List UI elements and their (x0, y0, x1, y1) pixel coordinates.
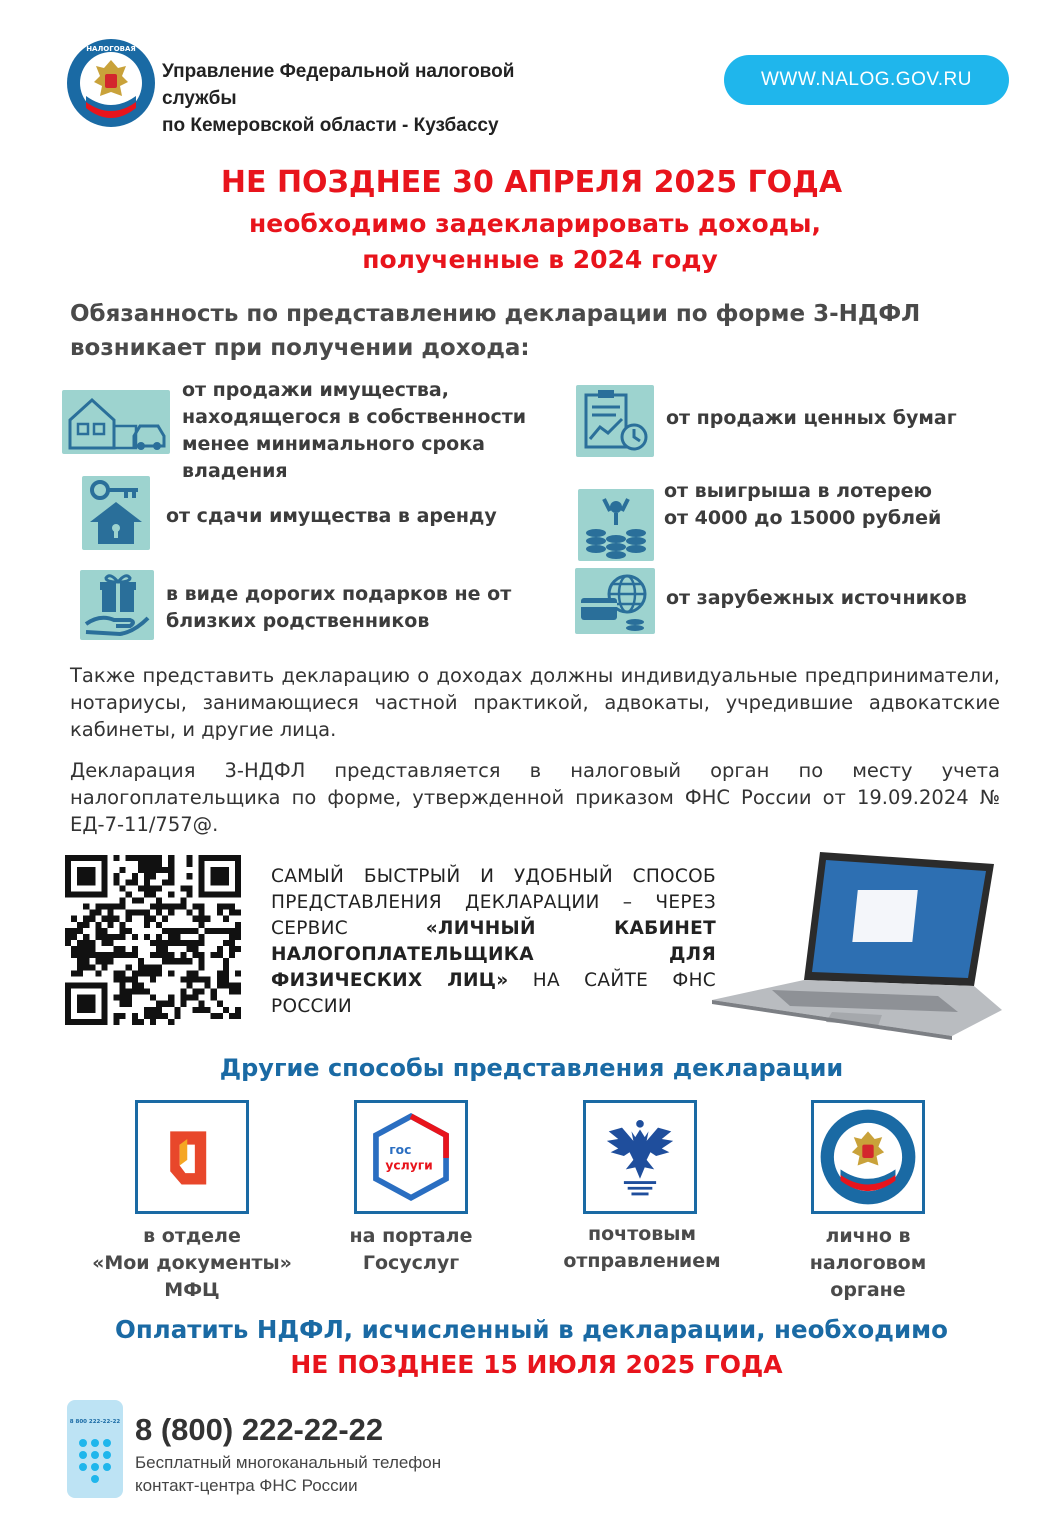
in-person-label-line3: органе (830, 1279, 906, 1301)
post-label-line1: почтовым (587, 1223, 697, 1245)
house-car-icon (62, 390, 170, 454)
organization-name (162, 58, 582, 139)
in-person-label-line1: лично в (825, 1225, 911, 1247)
mfc-label-line3: МФЦ (164, 1279, 220, 1301)
intro-line1: Обязанность по представлению декларации по форме 3-НДФЛ (70, 301, 921, 327)
intro-line2: возникает при получении дохода: (70, 335, 530, 361)
mfc-label-line1: в отделе (143, 1225, 241, 1247)
mfc-logo-icon (135, 1100, 249, 1214)
lottery-line1: от выигрыша в лотерею (664, 480, 932, 502)
lk-text-before: САМЫЙ БЫСТРЫЙ И УДОБНЫЙ СПОСОБ ПРЕДСТАВЛЕНИЯ ДЕКЛАРАЦИИ – ЧЕРЕЗ СЕРВИС (271, 866, 716, 939)
lk-text-after: НА САЙТЕ ФНС РОССИИ (271, 970, 716, 1017)
hotline-phone[interactable]: 8 (800) 222-22-22 (135, 1412, 384, 1447)
post-label-line2: отправлением (563, 1250, 721, 1272)
website-link[interactable]: WWW.NALOG.GOV.RU (724, 55, 1009, 105)
hotline-description (135, 1451, 535, 1497)
lottery-line2: от 4000 до 15000 рублей (664, 507, 942, 529)
mfc-label-line2: «Мои документы» (92, 1252, 292, 1274)
method-gosuslugi-label (296, 1223, 526, 1277)
other-methods-title: Другие способы представления декларации (219, 1054, 844, 1082)
method-in-person-label (753, 1223, 983, 1304)
income-item-gifts: в виде дорогих подарков не от близких родственников (166, 583, 512, 632)
hotline-desc-line1: Бесплатный многоканальный телефон (135, 1453, 442, 1472)
post-eagle-icon (583, 1100, 697, 1214)
laptop-icon (712, 850, 1002, 1040)
hotline-desc-line2: контакт-центра ФНС России (135, 1476, 358, 1495)
fns-emblem-icon (66, 38, 156, 128)
income-item-foreign: от зарубежных источников (666, 587, 967, 609)
org-name-line1: Управление Федеральной налоговой службы (162, 61, 515, 109)
paragraph-form-order: Декларация 3-НДФЛ представляется в налоговый орган по месту учета налогоплательщика по форме, утвержденной приказом ФНС России от 19.09.2024 № ЕД-7-11/757@. (70, 759, 1000, 836)
lottery-coins-icon (578, 489, 654, 561)
gift-hand-icon (80, 570, 154, 640)
gosuslugi-label-line1: на портале (349, 1225, 473, 1247)
in-person-label-line2: налоговом (809, 1252, 927, 1274)
org-name-line2: по Кемеровской области - Кузбассу (162, 115, 499, 136)
income-item-property-sale: от продажи имущества, находящегося в собственности менее минимального срока владения (182, 379, 527, 482)
deadline-headline: НЕ ПОЗДНЕЕ 30 АПРЕЛЯ 2025 ГОДА (220, 165, 843, 200)
svg-text:НАЛОГОВАЯ: НАЛОГОВАЯ (86, 45, 136, 53)
lk-service-name: «ЛИЧНЫЙ КАБИНЕТ НАЛОГОПЛАТЕЛЬЩИКА ДЛЯ ФИЗИЧЕСКИХ ЛИЦ» (271, 918, 716, 991)
gosuslugi-label-line2: Госуслуг (362, 1252, 460, 1274)
securities-chart-icon (576, 385, 654, 457)
gosuslugi-logo-text1: гос (389, 1143, 412, 1158)
method-mfc-label (77, 1223, 307, 1304)
phone-icon (66, 1399, 124, 1499)
payment-deadline: НЕ ПОЗДНЕЕ 15 ИЮЛЯ 2025 ГОДА (290, 1350, 783, 1379)
key-house-icon (82, 476, 150, 550)
deadline-subtitle-line1: необходимо задекларировать доходы, (248, 209, 821, 238)
lk-description (271, 864, 716, 1020)
paragraph-other-persons: Также представить декларацию о доходах должны индивидуальные предприниматели, нотариусы, занимающиеся частной практикой, адвокаты, учредившие адвокатские кабинеты, и другие лица. (70, 664, 1000, 741)
globe-card-icon (575, 568, 655, 634)
qr-code-icon[interactable] (64, 855, 242, 1025)
payment-line1: Оплатить НДФЛ, исчисленный в декларации, необходимо (115, 1315, 948, 1344)
gosuslugi-logo-text2: услуги (385, 1158, 433, 1173)
gosuslugi-logo-icon (354, 1100, 468, 1214)
income-item-rent: от сдачи имущества в аренду (166, 505, 497, 527)
phone-icon-number: 8 800 222-22-22 (69, 1419, 121, 1425)
intro-heading (70, 297, 1000, 365)
deadline-subtitle-line2: полученные в 2024 году (362, 245, 718, 274)
method-post-label (527, 1221, 757, 1275)
income-item-lottery (664, 478, 1024, 532)
fns-emblem-icon (811, 1100, 925, 1214)
income-item-securities: от продажи ценных бумаг (666, 407, 957, 429)
